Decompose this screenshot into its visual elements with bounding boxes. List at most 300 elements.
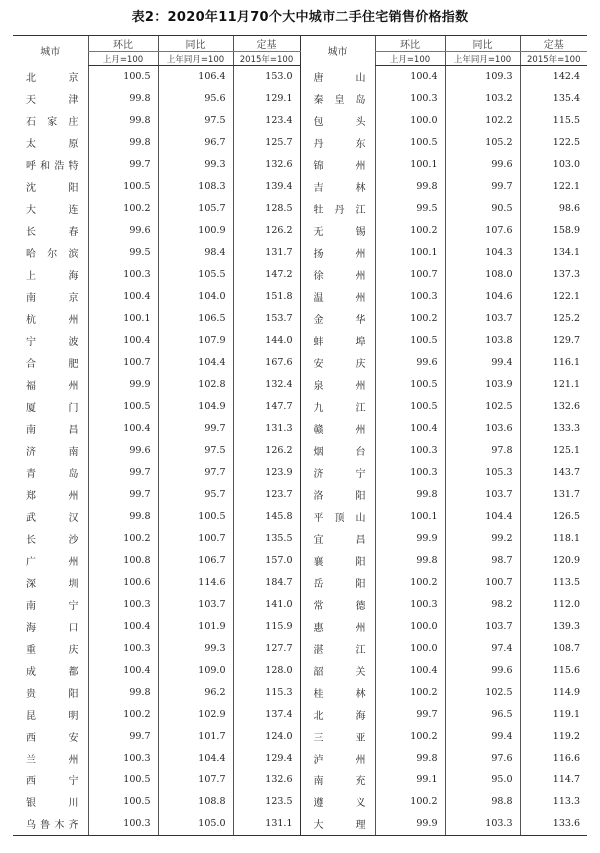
right-yoy-cell: 100.7 xyxy=(445,571,520,593)
left-mom-cell: 100.3 xyxy=(88,813,158,835)
right-city-cell: 泸州 xyxy=(300,747,375,769)
left-yoy-cell: 105.0 xyxy=(158,813,233,835)
left-mom-cell: 99.5 xyxy=(88,242,158,264)
left-city-cell: 银川 xyxy=(26,798,79,810)
right-base-cell: 131.7 xyxy=(520,483,587,505)
right-city-cell: 烟台 xyxy=(300,439,375,461)
table-row xyxy=(13,110,587,132)
right-mom-cell: 100.4 xyxy=(375,66,445,88)
left-city-cell: 长沙 xyxy=(26,534,79,546)
right-base-cell: 125.1 xyxy=(520,439,587,461)
right-city-cell: 北海 xyxy=(300,703,375,725)
left-mom-cell: 100.6 xyxy=(88,571,158,593)
right-mom-cell: 100.0 xyxy=(375,110,445,132)
table-row xyxy=(13,571,587,593)
left-yoy-cell: 106.4 xyxy=(158,66,233,88)
right-mom-cell: 100.0 xyxy=(375,637,445,659)
table-row xyxy=(13,154,587,176)
left-yoy-cell: 100.5 xyxy=(158,505,233,527)
right-yoy-cell: 97.4 xyxy=(445,637,520,659)
table-row xyxy=(13,461,587,483)
left-yoy-cell: 99.3 xyxy=(158,637,233,659)
price-index-table xyxy=(13,35,587,836)
left-mom-cell: 100.4 xyxy=(88,330,158,352)
right-mom-cell: 99.8 xyxy=(375,747,445,769)
left-base-cell: 131.1 xyxy=(233,813,300,835)
left-base-cell: 147.2 xyxy=(233,264,300,286)
table-row xyxy=(13,396,587,418)
left-yoy-cell: 97.5 xyxy=(158,439,233,461)
right-mom-cell: 99.9 xyxy=(375,527,445,549)
right-yoy-cell: 99.2 xyxy=(445,527,520,549)
right-mom-cell: 100.5 xyxy=(375,330,445,352)
left-base-cell: 128.0 xyxy=(233,659,300,681)
right-base-cell: 135.4 xyxy=(520,88,587,110)
left-city-cell: 沈阳 xyxy=(26,183,79,195)
table-row xyxy=(13,220,587,242)
right-mom-cell: 100.1 xyxy=(375,505,445,527)
right-yoy-cell: 97.6 xyxy=(445,747,520,769)
left-city-cell: 乌鲁木齐 xyxy=(13,813,88,835)
left-yoy-cell: 106.5 xyxy=(158,308,233,330)
right-base-cell: 122.5 xyxy=(520,132,587,154)
left-base-cell: 126.2 xyxy=(233,439,300,461)
table-row xyxy=(13,659,587,681)
table-row xyxy=(13,88,587,110)
base-header-left: 定基 xyxy=(233,36,300,52)
right-city-cell: 韶关 xyxy=(300,659,375,681)
right-mom-cell: 100.5 xyxy=(375,396,445,418)
right-yoy-cell: 99.4 xyxy=(445,352,520,374)
left-city-cell: 重庆 xyxy=(26,644,79,656)
left-base-cell: 153.0 xyxy=(233,66,300,88)
right-city-cell: 吉林 xyxy=(300,176,375,198)
right-base-cell: 125.2 xyxy=(520,308,587,330)
right-base-cell: 119.1 xyxy=(520,703,587,725)
left-mom-cell: 100.5 xyxy=(88,791,158,813)
right-city-cell: 安庆 xyxy=(300,352,375,374)
right-base-cell: 115.6 xyxy=(520,659,587,681)
right-yoy-cell: 103.7 xyxy=(445,308,520,330)
left-base-cell: 123.5 xyxy=(233,791,300,813)
mom-header-left: 环比 xyxy=(88,36,158,52)
right-base-cell: 129.7 xyxy=(520,330,587,352)
left-mom-cell: 99.8 xyxy=(88,110,158,132)
right-city-cell: 常德 xyxy=(300,593,375,615)
left-city-cell: 济南 xyxy=(26,446,79,458)
right-mom-cell: 99.5 xyxy=(375,198,445,220)
left-city-cell: 北京 xyxy=(26,73,79,85)
left-base-cell: 115.3 xyxy=(233,681,300,703)
left-base-cell: 129.4 xyxy=(233,747,300,769)
left-city-cell: 南京 xyxy=(26,293,79,305)
yoy-header-right: 同比 xyxy=(445,36,520,52)
right-mom-cell: 100.1 xyxy=(375,154,445,176)
city-header-right: 城市 xyxy=(300,36,375,66)
left-yoy-cell: 101.9 xyxy=(158,615,233,637)
right-city-cell: 丹东 xyxy=(300,132,375,154)
left-mom-cell: 99.9 xyxy=(88,374,158,396)
right-city-cell: 牡丹江 xyxy=(300,198,375,220)
right-city-cell: 宜昌 xyxy=(300,527,375,549)
table-row xyxy=(13,725,587,747)
table-row xyxy=(13,132,587,154)
right-base-cell: 113.3 xyxy=(520,791,587,813)
right-base-cell: 112.0 xyxy=(520,593,587,615)
right-city-cell: 锦州 xyxy=(300,154,375,176)
left-base-cell: 184.7 xyxy=(233,571,300,593)
left-city-cell: 西安 xyxy=(26,732,79,744)
left-base-cell: 131.3 xyxy=(233,418,300,440)
right-city-cell: 岳阳 xyxy=(300,571,375,593)
left-yoy-cell: 96.2 xyxy=(158,681,233,703)
left-city-cell: 福州 xyxy=(26,381,79,393)
left-mom-cell: 100.5 xyxy=(88,769,158,791)
right-base-cell: 116.1 xyxy=(520,352,587,374)
right-city-cell: 洛阳 xyxy=(300,483,375,505)
left-base-cell: 128.5 xyxy=(233,198,300,220)
right-base-cell: 108.7 xyxy=(520,637,587,659)
table-row xyxy=(13,813,587,835)
left-yoy-cell: 100.9 xyxy=(158,220,233,242)
mom-subheader-left: 上月=100 xyxy=(88,52,158,66)
right-yoy-cell: 103.3 xyxy=(445,813,520,835)
table-row xyxy=(13,747,587,769)
left-city-cell: 呼和浩特 xyxy=(26,161,79,173)
left-base-cell: 144.0 xyxy=(233,330,300,352)
right-mom-cell: 99.1 xyxy=(375,769,445,791)
right-yoy-cell: 99.6 xyxy=(445,154,520,176)
left-city-cell: 郑州 xyxy=(26,490,79,502)
left-base-cell: 123.9 xyxy=(233,461,300,483)
left-yoy-cell: 105.5 xyxy=(158,264,233,286)
right-city-cell: 三亚 xyxy=(300,725,375,747)
right-mom-cell: 99.9 xyxy=(375,813,445,835)
left-yoy-cell: 101.7 xyxy=(158,725,233,747)
left-yoy-cell: 98.4 xyxy=(158,242,233,264)
left-mom-cell: 99.8 xyxy=(88,681,158,703)
left-city-cell: 青岛 xyxy=(26,468,79,480)
table-row xyxy=(13,198,587,220)
right-yoy-cell: 108.0 xyxy=(445,264,520,286)
right-city-cell: 无锡 xyxy=(300,220,375,242)
right-yoy-cell: 103.6 xyxy=(445,418,520,440)
left-city-cell: 深圳 xyxy=(26,578,79,590)
left-city-cell: 西宁 xyxy=(26,776,79,788)
left-base-cell: 157.0 xyxy=(233,549,300,571)
right-yoy-cell: 90.5 xyxy=(445,198,520,220)
yoy-subheader-left: 上年同月=100 xyxy=(158,52,233,66)
right-base-cell: 116.6 xyxy=(520,747,587,769)
left-mom-cell: 100.4 xyxy=(88,286,158,308)
right-yoy-cell: 98.8 xyxy=(445,791,520,813)
left-base-cell: 126.2 xyxy=(233,220,300,242)
right-base-cell: 98.6 xyxy=(520,198,587,220)
right-mom-cell: 99.8 xyxy=(375,483,445,505)
table-row xyxy=(13,264,587,286)
right-mom-cell: 100.1 xyxy=(375,242,445,264)
left-yoy-cell: 97.7 xyxy=(158,461,233,483)
left-base-cell: 125.7 xyxy=(233,132,300,154)
left-city-cell: 广州 xyxy=(26,556,79,568)
left-yoy-cell: 108.8 xyxy=(158,791,233,813)
table-row xyxy=(13,615,587,637)
right-mom-cell: 99.7 xyxy=(375,703,445,725)
left-city-cell: 贵阳 xyxy=(26,688,79,700)
right-city-cell: 唐山 xyxy=(300,66,375,88)
right-yoy-cell: 103.8 xyxy=(445,330,520,352)
table-row xyxy=(13,242,587,264)
right-city-cell: 济宁 xyxy=(300,461,375,483)
right-city-cell: 湛江 xyxy=(300,637,375,659)
table-row xyxy=(13,330,587,352)
right-mom-cell: 100.4 xyxy=(375,418,445,440)
right-base-cell: 143.7 xyxy=(520,461,587,483)
right-city-cell: 九江 xyxy=(300,396,375,418)
right-yoy-cell: 103.2 xyxy=(445,88,520,110)
right-city-cell: 桂林 xyxy=(300,681,375,703)
table-row xyxy=(13,593,587,615)
table-row xyxy=(13,637,587,659)
left-yoy-cell: 104.9 xyxy=(158,396,233,418)
right-yoy-cell: 98.7 xyxy=(445,549,520,571)
left-base-cell: 151.8 xyxy=(233,286,300,308)
left-city-cell: 天津 xyxy=(26,95,79,107)
right-mom-cell: 100.2 xyxy=(375,571,445,593)
left-mom-cell: 100.4 xyxy=(88,659,158,681)
right-mom-cell: 100.3 xyxy=(375,88,445,110)
left-yoy-cell: 99.7 xyxy=(158,418,233,440)
table-row xyxy=(13,352,587,374)
right-yoy-cell: 107.6 xyxy=(445,220,520,242)
right-yoy-cell: 102.5 xyxy=(445,681,520,703)
right-yoy-cell: 109.3 xyxy=(445,66,520,88)
right-base-cell: 133.3 xyxy=(520,418,587,440)
yoy-subheader-right: 上年同月=100 xyxy=(445,52,520,66)
left-base-cell: 131.7 xyxy=(233,242,300,264)
right-city-cell: 温州 xyxy=(300,286,375,308)
right-base-cell: 134.1 xyxy=(520,242,587,264)
right-base-cell: 142.4 xyxy=(520,66,587,88)
left-mom-cell: 99.8 xyxy=(88,132,158,154)
left-mom-cell: 100.4 xyxy=(88,418,158,440)
table-row xyxy=(13,308,587,330)
right-yoy-cell: 102.2 xyxy=(445,110,520,132)
base-subheader-right: 2015年=100 xyxy=(520,52,587,66)
right-yoy-cell: 105.3 xyxy=(445,461,520,483)
left-yoy-cell: 114.6 xyxy=(158,571,233,593)
left-city-cell: 成都 xyxy=(26,666,79,678)
left-yoy-cell: 96.7 xyxy=(158,132,233,154)
left-mom-cell: 100.1 xyxy=(88,308,158,330)
left-city-cell: 南宁 xyxy=(26,600,79,612)
left-mom-cell: 100.3 xyxy=(88,747,158,769)
right-city-cell: 惠州 xyxy=(300,615,375,637)
right-mom-cell: 100.2 xyxy=(375,220,445,242)
table-body xyxy=(13,66,587,836)
left-mom-cell: 100.2 xyxy=(88,198,158,220)
table-row xyxy=(13,703,587,725)
left-yoy-cell: 95.7 xyxy=(158,483,233,505)
right-yoy-cell: 104.4 xyxy=(445,505,520,527)
left-mom-cell: 99.7 xyxy=(88,154,158,176)
table-row xyxy=(13,483,587,505)
left-city-cell: 宁波 xyxy=(26,337,79,349)
left-yoy-cell: 106.7 xyxy=(158,549,233,571)
left-city-cell: 合肥 xyxy=(26,359,79,371)
left-base-cell: 135.5 xyxy=(233,527,300,549)
left-city-cell: 太原 xyxy=(26,139,79,151)
right-yoy-cell: 96.5 xyxy=(445,703,520,725)
header-row xyxy=(13,36,587,52)
right-mom-cell: 100.3 xyxy=(375,439,445,461)
right-city-cell: 秦皇岛 xyxy=(300,88,375,110)
right-city-cell: 南充 xyxy=(300,769,375,791)
right-mom-cell: 100.0 xyxy=(375,615,445,637)
left-base-cell: 123.4 xyxy=(233,110,300,132)
right-base-cell: 139.3 xyxy=(520,615,587,637)
left-mom-cell: 100.3 xyxy=(88,637,158,659)
left-mom-cell: 100.5 xyxy=(88,396,158,418)
mom-header-right: 环比 xyxy=(375,36,445,52)
left-mom-cell: 99.7 xyxy=(88,483,158,505)
right-base-cell: 121.1 xyxy=(520,374,587,396)
left-city-cell: 大连 xyxy=(26,205,79,217)
right-mom-cell: 100.2 xyxy=(375,681,445,703)
table-row xyxy=(13,505,587,527)
left-city-cell: 南昌 xyxy=(26,424,79,436)
right-yoy-cell: 99.7 xyxy=(445,176,520,198)
right-yoy-cell: 98.2 xyxy=(445,593,520,615)
left-mom-cell: 100.5 xyxy=(88,176,158,198)
left-yoy-cell: 97.5 xyxy=(158,110,233,132)
right-city-cell: 金华 xyxy=(300,308,375,330)
left-mom-cell: 100.7 xyxy=(88,352,158,374)
right-city-cell: 扬州 xyxy=(300,242,375,264)
right-base-cell: 132.6 xyxy=(520,396,587,418)
left-city-cell: 昆明 xyxy=(26,710,79,722)
table-row xyxy=(13,286,587,308)
left-yoy-cell: 107.9 xyxy=(158,330,233,352)
left-base-cell: 137.4 xyxy=(233,703,300,725)
left-yoy-cell: 104.4 xyxy=(158,352,233,374)
right-base-cell: 103.0 xyxy=(520,154,587,176)
right-mom-cell: 100.5 xyxy=(375,132,445,154)
table-row xyxy=(13,681,587,703)
right-yoy-cell: 99.6 xyxy=(445,659,520,681)
table-row xyxy=(13,176,587,198)
right-mom-cell: 100.5 xyxy=(375,374,445,396)
yoy-header-left: 同比 xyxy=(158,36,233,52)
right-base-cell: 119.2 xyxy=(520,725,587,747)
right-city-cell: 襄阳 xyxy=(300,549,375,571)
right-yoy-cell: 105.2 xyxy=(445,132,520,154)
left-base-cell: 132.4 xyxy=(233,374,300,396)
left-city-cell: 海口 xyxy=(26,622,79,634)
right-mom-cell: 99.8 xyxy=(375,549,445,571)
left-mom-cell: 100.4 xyxy=(88,615,158,637)
table-title: 表2：2020年11月70个大中城市二手住宅销售价格指数 xyxy=(131,10,469,25)
right-city-cell: 徐州 xyxy=(300,264,375,286)
left-yoy-cell: 107.7 xyxy=(158,769,233,791)
right-mom-cell: 100.7 xyxy=(375,264,445,286)
left-base-cell: 124.0 xyxy=(233,725,300,747)
left-yoy-cell: 109.0 xyxy=(158,659,233,681)
right-yoy-cell: 104.6 xyxy=(445,286,520,308)
left-base-cell: 115.9 xyxy=(233,615,300,637)
right-mom-cell: 100.4 xyxy=(375,659,445,681)
left-city-cell: 上海 xyxy=(26,271,79,283)
right-base-cell: 113.5 xyxy=(520,571,587,593)
right-city-cell: 赣州 xyxy=(300,418,375,440)
left-mom-cell: 99.8 xyxy=(88,505,158,527)
right-mom-cell: 100.3 xyxy=(375,461,445,483)
left-mom-cell: 99.6 xyxy=(88,220,158,242)
table-row xyxy=(13,418,587,440)
left-yoy-cell: 104.0 xyxy=(158,286,233,308)
left-city-cell: 哈尔滨 xyxy=(26,249,79,261)
right-base-cell: 137.3 xyxy=(520,264,587,286)
left-mom-cell: 99.7 xyxy=(88,461,158,483)
left-city-cell: 武汉 xyxy=(26,512,79,524)
left-yoy-cell: 100.7 xyxy=(158,527,233,549)
right-city-cell: 包头 xyxy=(300,110,375,132)
right-base-cell: 120.9 xyxy=(520,549,587,571)
left-yoy-cell: 105.7 xyxy=(158,198,233,220)
right-city-cell: 大理 xyxy=(300,813,375,835)
right-yoy-cell: 102.5 xyxy=(445,396,520,418)
right-city-cell: 蚌埠 xyxy=(300,330,375,352)
left-base-cell: 167.6 xyxy=(233,352,300,374)
left-base-cell: 129.1 xyxy=(233,88,300,110)
right-yoy-cell: 103.9 xyxy=(445,374,520,396)
left-yoy-cell: 104.4 xyxy=(158,747,233,769)
left-yoy-cell: 103.7 xyxy=(158,593,233,615)
left-yoy-cell: 102.8 xyxy=(158,374,233,396)
left-base-cell: 132.6 xyxy=(233,769,300,791)
table-row xyxy=(13,374,587,396)
right-city-cell: 平顶山 xyxy=(300,505,375,527)
right-yoy-cell: 99.4 xyxy=(445,725,520,747)
right-base-cell: 122.1 xyxy=(520,176,587,198)
mom-subheader-right: 上月=100 xyxy=(375,52,445,66)
right-yoy-cell: 103.7 xyxy=(445,483,520,505)
left-city-cell: 石家庄 xyxy=(26,117,79,129)
right-mom-cell: 99.6 xyxy=(375,352,445,374)
left-mom-cell: 99.8 xyxy=(88,88,158,110)
table-row xyxy=(13,549,587,571)
left-mom-cell: 100.8 xyxy=(88,549,158,571)
left-mom-cell: 99.6 xyxy=(88,439,158,461)
right-yoy-cell: 103.7 xyxy=(445,615,520,637)
right-yoy-cell: 95.0 xyxy=(445,769,520,791)
city-header-left: 城市 xyxy=(13,36,88,66)
right-city-cell: 泉州 xyxy=(300,374,375,396)
left-yoy-cell: 102.9 xyxy=(158,703,233,725)
right-base-cell: 114.7 xyxy=(520,769,587,791)
table-row xyxy=(13,527,587,549)
left-mom-cell: 100.2 xyxy=(88,527,158,549)
table-row xyxy=(13,791,587,813)
left-base-cell: 123.7 xyxy=(233,483,300,505)
left-base-cell: 145.8 xyxy=(233,505,300,527)
right-mom-cell: 100.2 xyxy=(375,308,445,330)
left-yoy-cell: 108.3 xyxy=(158,176,233,198)
left-base-cell: 132.6 xyxy=(233,154,300,176)
right-mom-cell: 100.3 xyxy=(375,593,445,615)
right-base-cell: 122.1 xyxy=(520,286,587,308)
table-row xyxy=(13,439,587,461)
